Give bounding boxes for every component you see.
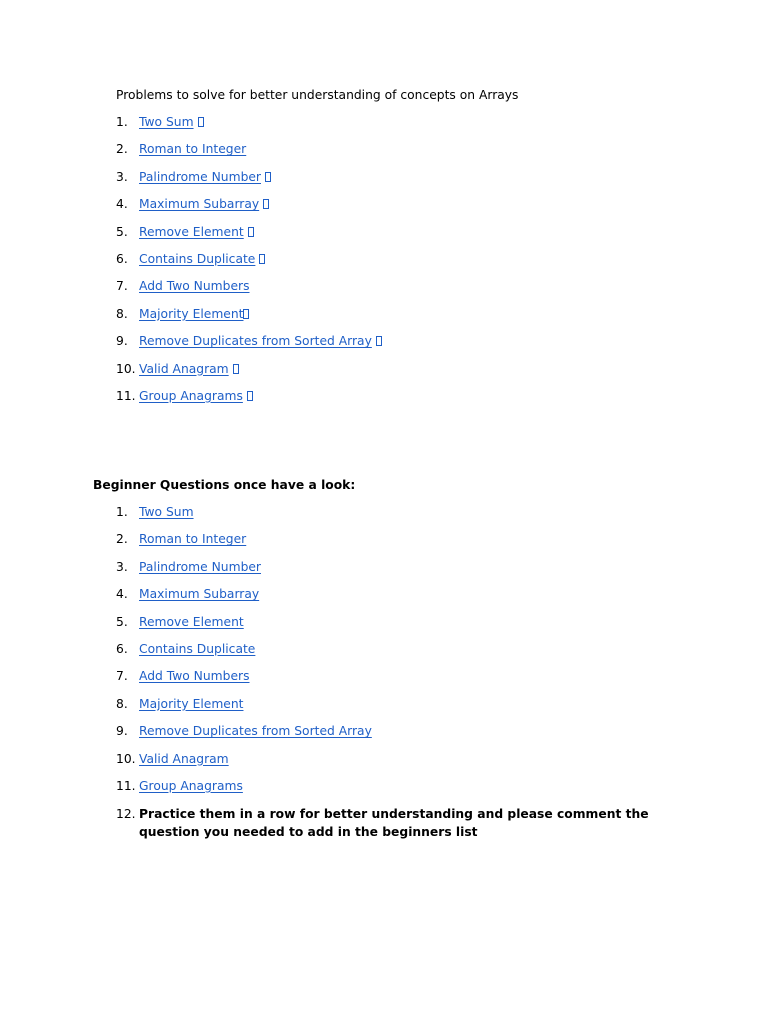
question-link[interactable] — [139, 669, 250, 683]
problem-link[interactable] — [139, 197, 269, 211]
problem-link[interactable] — [139, 334, 382, 348]
problem-link-label: Remove Duplicates from Sorted Array — [139, 334, 372, 349]
list-item — [116, 668, 676, 695]
list-number: 9. — [116, 334, 128, 349]
list-number: 7. — [116, 669, 128, 684]
missing-glyph-box-icon — [265, 172, 271, 182]
missing-glyph-box-icon — [233, 364, 239, 374]
problem-link[interactable] — [139, 362, 239, 376]
list-item — [116, 361, 676, 388]
list-item — [116, 531, 676, 558]
list-number: 9. — [116, 724, 128, 739]
list-number: 2. — [116, 142, 128, 157]
problem-link[interactable] — [139, 279, 250, 293]
question-link[interactable] — [139, 615, 244, 629]
problem-link-label: Majority Element — [139, 306, 244, 321]
list-number: 8. — [116, 696, 128, 711]
problem-link-label: Maximum Subarray — [139, 197, 260, 212]
list-number: 1. — [116, 505, 128, 519]
practice-note-text: Practice them in a row for better understanding and please comment the question you needed to add in the beginners list — [139, 807, 649, 840]
list-number: 8. — [116, 306, 128, 321]
list-item — [116, 114, 676, 141]
problem-link[interactable] — [139, 389, 253, 403]
list-number: 7. — [116, 279, 128, 294]
list-item — [116, 169, 676, 196]
problem-link-label: Remove Element — [139, 224, 244, 239]
list-number: 3. — [116, 169, 128, 184]
question-link[interactable] — [139, 779, 243, 793]
list-number: 4. — [116, 197, 128, 212]
list-number: 6. — [116, 251, 128, 266]
list-item — [116, 614, 676, 641]
question-link-label: Remove Element — [139, 614, 244, 629]
question-link[interactable] — [139, 560, 261, 574]
list-item — [116, 504, 676, 531]
missing-glyph-box-icon — [259, 254, 265, 264]
question-link[interactable] — [139, 587, 259, 601]
missing-glyph-box-icon — [248, 227, 254, 237]
question-link[interactable] — [139, 724, 372, 738]
missing-glyph-box-icon — [376, 336, 382, 346]
list-number: 5. — [116, 224, 128, 239]
question-link-label: Palindrome Number — [139, 559, 261, 574]
problem-link-label: Add Two Numbers — [139, 279, 250, 294]
missing-glyph-box-icon — [243, 309, 249, 319]
problem-link[interactable] — [139, 252, 265, 266]
list-number: 2. — [116, 532, 128, 547]
practice-note — [116, 805, 676, 841]
list-item — [116, 224, 676, 251]
list-number: 4. — [116, 587, 128, 602]
list-number: 11. — [116, 778, 136, 793]
question-link-label: Two Sum — [139, 505, 194, 519]
list-number: 3. — [116, 559, 128, 574]
problem-link[interactable] — [139, 225, 254, 239]
list-number: 5. — [116, 614, 128, 629]
problem-link-label: Contains Duplicate — [139, 251, 256, 266]
missing-glyph-box-icon — [198, 117, 204, 127]
list-item — [116, 586, 676, 613]
question-link[interactable] — [139, 505, 194, 519]
list-item — [116, 723, 676, 750]
list-number: 12. — [116, 807, 136, 822]
question-link-label: Majority Element — [139, 696, 244, 711]
question-link[interactable] — [139, 532, 246, 546]
question-link-label: Add Two Numbers — [139, 669, 250, 684]
list-item — [116, 278, 676, 305]
problem-link-label: Group Anagrams — [139, 388, 243, 403]
array-problems-list — [116, 114, 676, 415]
list-number: 10. — [116, 751, 136, 766]
list-number: 1. — [116, 115, 128, 129]
question-link-label: Maximum Subarray — [139, 587, 260, 602]
problem-link[interactable] — [139, 115, 204, 129]
question-link-label: Group Anagrams — [139, 778, 243, 793]
list-item — [116, 388, 676, 415]
list-item — [116, 751, 676, 778]
missing-glyph-box-icon — [247, 391, 253, 401]
list-item — [116, 559, 676, 586]
list-item — [116, 196, 676, 223]
question-link-label: Roman to Integer — [139, 532, 247, 547]
list-number: 6. — [116, 641, 128, 656]
problem-link[interactable] — [139, 170, 271, 184]
question-link[interactable] — [139, 697, 243, 711]
problem-link-label: Palindrome Number — [139, 169, 261, 184]
beginner-heading: Beginner Questions once have a look: — [93, 478, 356, 492]
intro-text: Problems to solve for better understanding of concepts on Arrays — [116, 88, 519, 102]
problem-link[interactable] — [139, 142, 246, 156]
question-link-label: Contains Duplicate — [139, 641, 256, 656]
list-item — [116, 251, 676, 278]
list-item — [116, 696, 676, 723]
question-link[interactable] — [139, 752, 229, 766]
question-link-label: Remove Duplicates from Sorted Array — [139, 724, 372, 739]
list-item — [116, 641, 676, 668]
problem-link-label: Two Sum — [139, 115, 194, 129]
problem-link[interactable] — [139, 307, 249, 321]
missing-glyph-box-icon — [263, 199, 269, 209]
question-link-label: Valid Anagram — [139, 751, 229, 766]
list-item — [116, 333, 676, 360]
list-item — [116, 778, 676, 805]
list-item — [116, 306, 676, 333]
list-number: 11. — [116, 388, 136, 403]
beginner-questions-list — [116, 504, 676, 841]
question-link[interactable] — [139, 642, 255, 656]
problem-link-label: Roman to Integer — [139, 142, 247, 157]
problem-link-label: Valid Anagram — [139, 361, 229, 376]
list-number: 10. — [116, 361, 136, 376]
list-item — [116, 141, 676, 168]
